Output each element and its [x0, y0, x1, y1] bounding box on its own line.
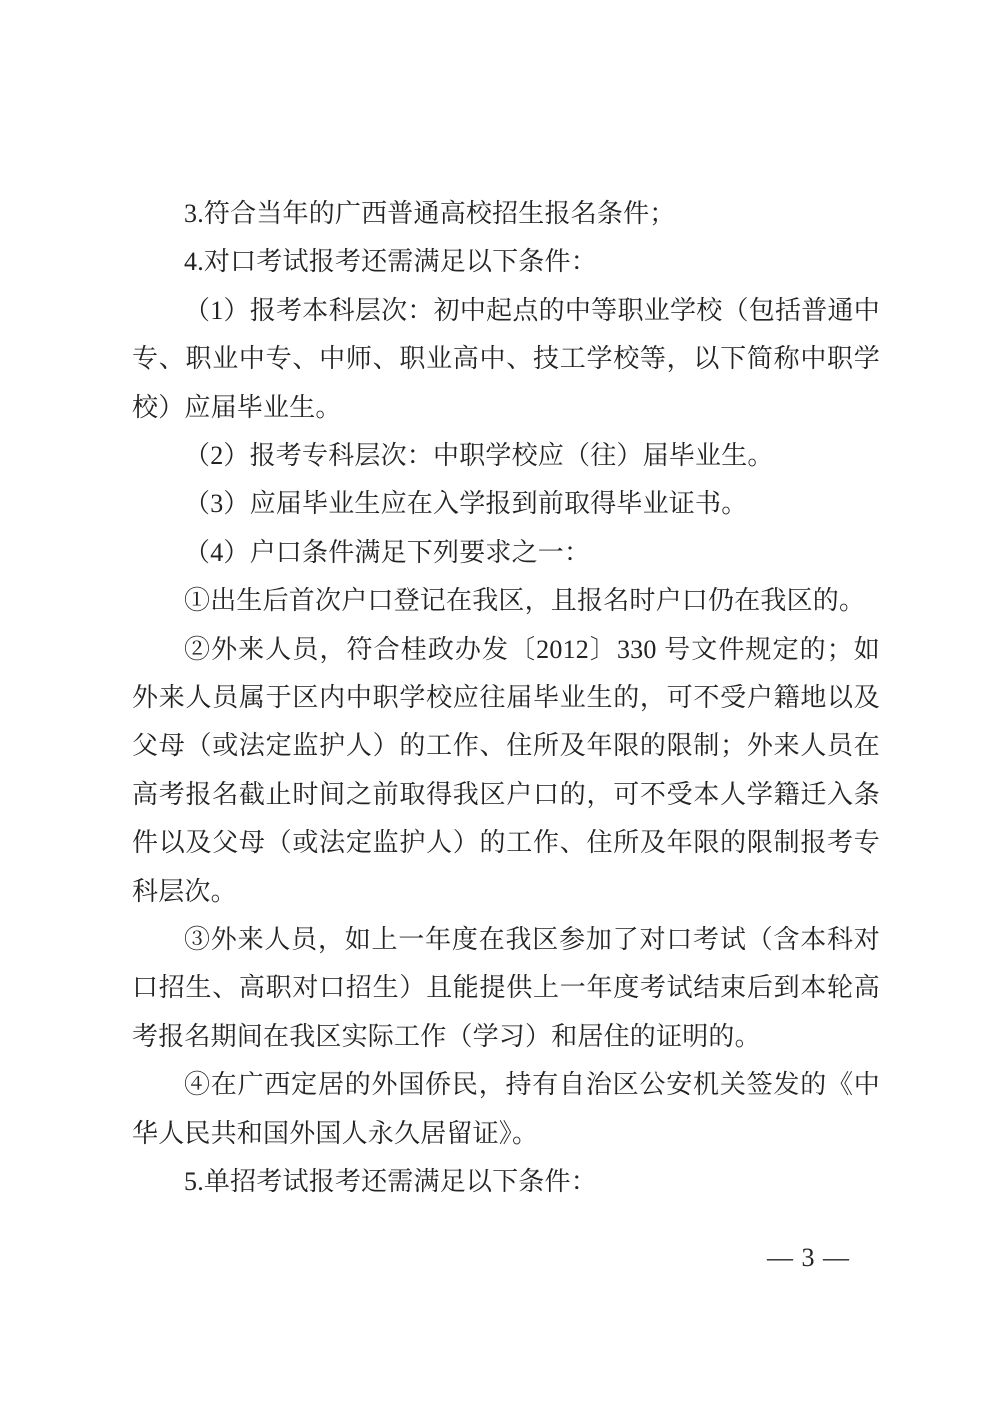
- text-line: 科层次。: [132, 876, 237, 906]
- text-line: ③外来人员，如上一年度在我区参加了对口考试（含本科对: [184, 924, 880, 954]
- text-line: 华人民共和国外国人永久居留证》。: [132, 1118, 539, 1148]
- text-line: 专、职业中专、中师、职业高中、技工学校等，以下简称中职学: [132, 344, 880, 374]
- text-line: 校）应届毕业生。: [132, 392, 342, 422]
- text-line: （3）应届毕业生应在入学报到前取得毕业证书。: [184, 489, 748, 519]
- page-number: — 3 —: [767, 1243, 850, 1272]
- text-line: （4）户口条件满足下列要求之一：: [184, 537, 591, 567]
- text-line: ①出生后首次户口登记在我区，且报名时户口仍在我区的。: [184, 586, 866, 616]
- text-line: ④在广西定居的外国侨民，持有自治区公安机关签发的《中: [184, 1070, 880, 1100]
- text-line: （2）报考专科层次：中职学校应（往）届毕业生。: [184, 441, 774, 470]
- text-line: 父母（或法定监护人）的工作、住所及年限的限制；外来人员在: [132, 731, 880, 761]
- text-line: 高考报名截止时间之前取得我区户口的，可不受本人学籍迁入条: [132, 779, 880, 809]
- text-line: 5.单招考试报考还需满足以下条件：: [184, 1166, 597, 1196]
- text-line: ②外来人员，符合桂政办发〔2012〕330 号文件规定的；如: [184, 634, 880, 664]
- text-line: 3.符合当年的广西普通高校招生报名条件；: [184, 199, 676, 228]
- text-line: 4.对口考试报考还需满足以下条件：: [184, 247, 597, 277]
- text-line: 件以及父母（或法定监护人）的工作、住所及年限的限制报考专: [132, 828, 880, 858]
- text-line: （1）报考本科层次：初中起点的中等职业学校（包括普通中: [184, 295, 880, 325]
- text-line: 口招生、高职对口招生）且能提供上一年度考试结束后到本轮高: [132, 973, 880, 1003]
- text-line: 考报名期间在我区实际工作（学习）和居住的证明的。: [132, 1021, 761, 1051]
- text-line: 外来人员属于区内中职学校应往届毕业生的，可不受户籍地以及: [132, 683, 880, 713]
- document-body: [132, 190, 880, 1206]
